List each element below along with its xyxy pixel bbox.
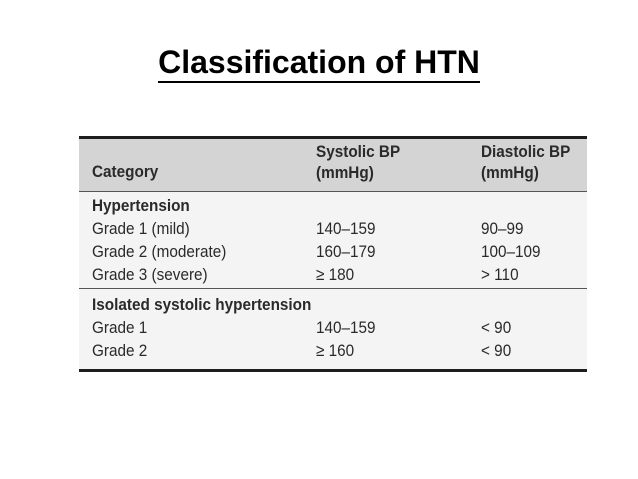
section-heading-hypertension: Hypertension (92, 196, 190, 215)
row-diastolic: < 90 (481, 318, 512, 337)
section-divider (79, 288, 587, 289)
row-diastolic: 100–109 (481, 242, 541, 261)
bp-classification-table (79, 136, 587, 372)
slide-title (0, 42, 638, 82)
row-diastolic: 90–99 (481, 219, 524, 238)
row-category: Grade 3 (severe) (92, 265, 208, 284)
header-systolic-unit: (mmHg) (316, 163, 374, 182)
header-diastolic: Diastolic BP (481, 142, 571, 161)
row-category: Grade 1 (92, 318, 148, 337)
row-diastolic: < 90 (481, 341, 512, 360)
section-heading-isolated-systolic: Isolated systolic hypertension (92, 295, 312, 314)
row-systolic: ≥ 180 (316, 265, 355, 284)
row-category: Grade 2 (92, 341, 148, 360)
row-diastolic: > 110 (481, 265, 519, 284)
row-systolic: ≥ 160 (316, 341, 355, 360)
table-header-row (79, 139, 587, 192)
row-systolic: 140–159 (316, 318, 376, 337)
row-systolic: 140–159 (316, 219, 376, 238)
header-diastolic-unit: (mmHg) (481, 163, 539, 182)
header-systolic: Systolic BP (316, 142, 401, 161)
header-category: Category (92, 162, 159, 181)
row-category: Grade 2 (moderate) (92, 242, 227, 261)
slide-title-text: Classification of HTN (158, 44, 480, 83)
row-category: Grade 1 (mild) (92, 219, 190, 238)
row-systolic: 160–179 (316, 242, 376, 261)
